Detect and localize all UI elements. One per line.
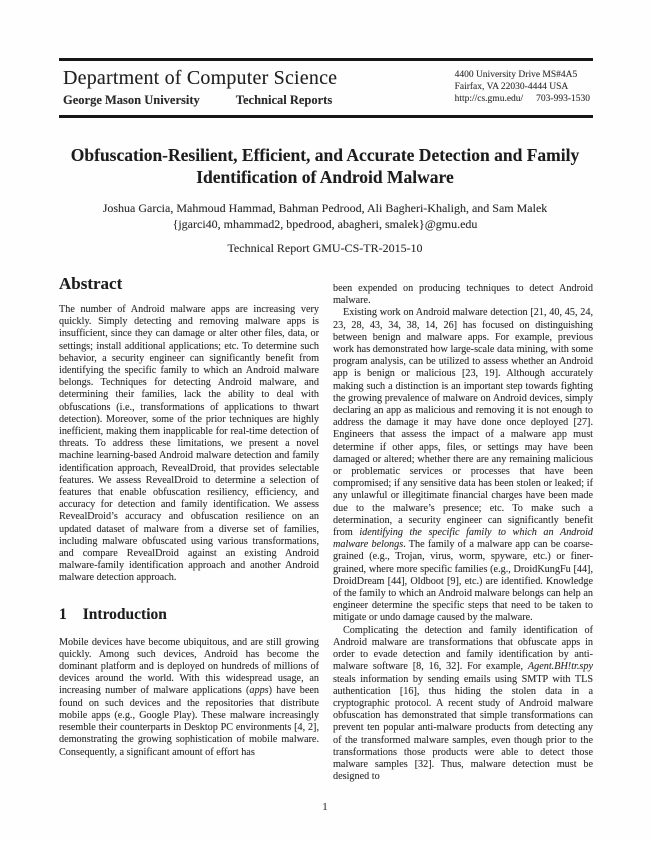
section-title: Introduction [82, 605, 167, 623]
report-id: Technical Report GMU-CS-TR-2015-10 [227, 241, 423, 255]
address-line-3 [455, 93, 590, 105]
masthead-subline [63, 92, 337, 108]
section-heading-introduction [59, 605, 319, 624]
body-paragraph-complicating: Complicating the detection and family identification of Android malware are transformations that obfuscate apps in order to evade detection and family identification by anti-malware software [8, 16, 32]. For example, Agent.BH!tr.spy steals information by sending emails using SMTP with TLS authentication [16], thus hiding the stolen data in a cryptographic protocol. A recent study of Android malware obfuscation has demonstrated that simple transformations can prevent ten popular anti-malware products from detecting any of the transformed malware samples, even though prior to the transformations those products were able to detect those malware samples [32]. Thus, malware detection must be designed to [333, 624, 593, 783]
abstract-heading: Abstract [59, 274, 123, 293]
title-line-1: Obfuscation-Resilient, Efficient, and Accurate Detection and Family [70, 145, 580, 165]
address-line-1: 4400 University Drive MS#4A5 [454, 70, 578, 80]
abstract-paragraph: The number of Android malware apps are increasing very quickly. Simply detecting and removing malware apps is insufficient, since they can damage or alter other files, data, or settings; install additional applications; etc. To determine such behavior, a security engineer can significantly benefit from identifying the specific family to which an Android malware belongs. Techniques for detecting Android malware, and determining their families, lack the ability to deal with obfuscations (i.e., transformations of applications to thwart detection). Moreover, some of the prior techniques are highly inefficient, making them inapplicable for real-time detection of threats. To address these limitations, we present a novel machine learning-based Android malware detection and family identification approach, RevealDroid, that provides selectable features. We assess RevealDroid to determine a selection of features that enable obfuscation resiliency, efficiency, and accuracy for detection and family identification. We assess RevealDroid’s accuracy and obfuscation resilience on an updated dataset of malware from a diverse set of families, including malware obfuscated using various transformations, and compare RevealDroid against an existing Android malware-family identification approach and another Android malware detection approach. [59, 304, 319, 584]
department-name: Department of Computer Science [63, 67, 338, 89]
emails-line: {jgarci40, mhammad2, bpedrood, abagheri, smalek}@gmu.edu [172, 217, 478, 231]
left-column [59, 274, 319, 783]
address-line-2: Fairfax, VA 22030-4444 USA [454, 82, 569, 92]
university-name: George Mason University [63, 93, 200, 107]
body-paragraph-continuation: been expended on producing techniques to detect Android malware. [333, 283, 593, 307]
address-block [455, 66, 590, 105]
masthead-left [63, 66, 337, 108]
page-number: 1 [322, 801, 328, 813]
masthead [59, 58, 593, 118]
address-url: http://cs.gmu.edu/ [454, 94, 524, 104]
title-line-2: Identification of Android Malware [196, 167, 454, 187]
right-column [333, 274, 593, 783]
address-phone: 703-993-1530 [536, 94, 590, 104]
section-number: 1 [59, 605, 67, 623]
authors-line: Joshua Garcia, Mahmoud Hammad, Bahman Pedrood, Ali Bagheri-Khaligh, and Sam Malek [102, 201, 548, 215]
paper-title [0, 144, 650, 188]
series-name: Technical Reports [235, 93, 333, 107]
two-column-body [59, 274, 593, 783]
introduction-paragraph: Mobile devices have become ubiquitous, and are still growing quickly. Among such devices, Android has become the dominant platform and is deployed on hundreds of millions of devices around the world. With this widespread usage, an increasing number of malware applications (apps) have been found on such devices and the repositories that distribute mobile apps (e.g., Google Play). These malware increasingly resemble their counterparts in Desktop PC environments [4, 2], demonstrating the growing sophistication of mobile malware. Consequently, a significant amount of effort has [59, 636, 319, 758]
body-paragraph-existing-work: Existing work on Android malware detection [21, 40, 45, 24, 23, 28, 43, 34, 38, 14, 26] has focused on distinguishing between benign and malware apps. For example, previous work has demonstrated how large-scale data mining, with some program analysis, can be utilized to assess whether an Android app is benign or malicious [23, 19]. Although accurately making such a distinction is an important step towards fighting the growing prevalence of malware on Android devices, simply declaring an app as malicious and removing it is not enough to address the damage it may have done once deployed [27]. Engineers that assess the impact of a malware app must determine if other apps, files, or settings may have been damaged or altered; whether there are any remaining malicious or problematic services or processes that have been compromised; if any sensitive data has been stolen or leaked; if any unlawful or illegitimate financial charges have been made due to the malware’s presence; etc. To make such a determination, a security engineer can significantly benefit from identifying the specific family to which an Android malware belongs. The family of a malware app can be coarse-grained (e.g., Trojan, virus, worm, spyware, etc.) or finer-grained, where more specific families (e.g., DroidKungFu [44], DroidDream [44], Oldboot [9], etc.) are identified. Knowledge of the family to which an Android malware belongs can help an engineer determine the specific steps that need to be taken to mitigate or undo damage caused by the malware. [333, 307, 593, 624]
